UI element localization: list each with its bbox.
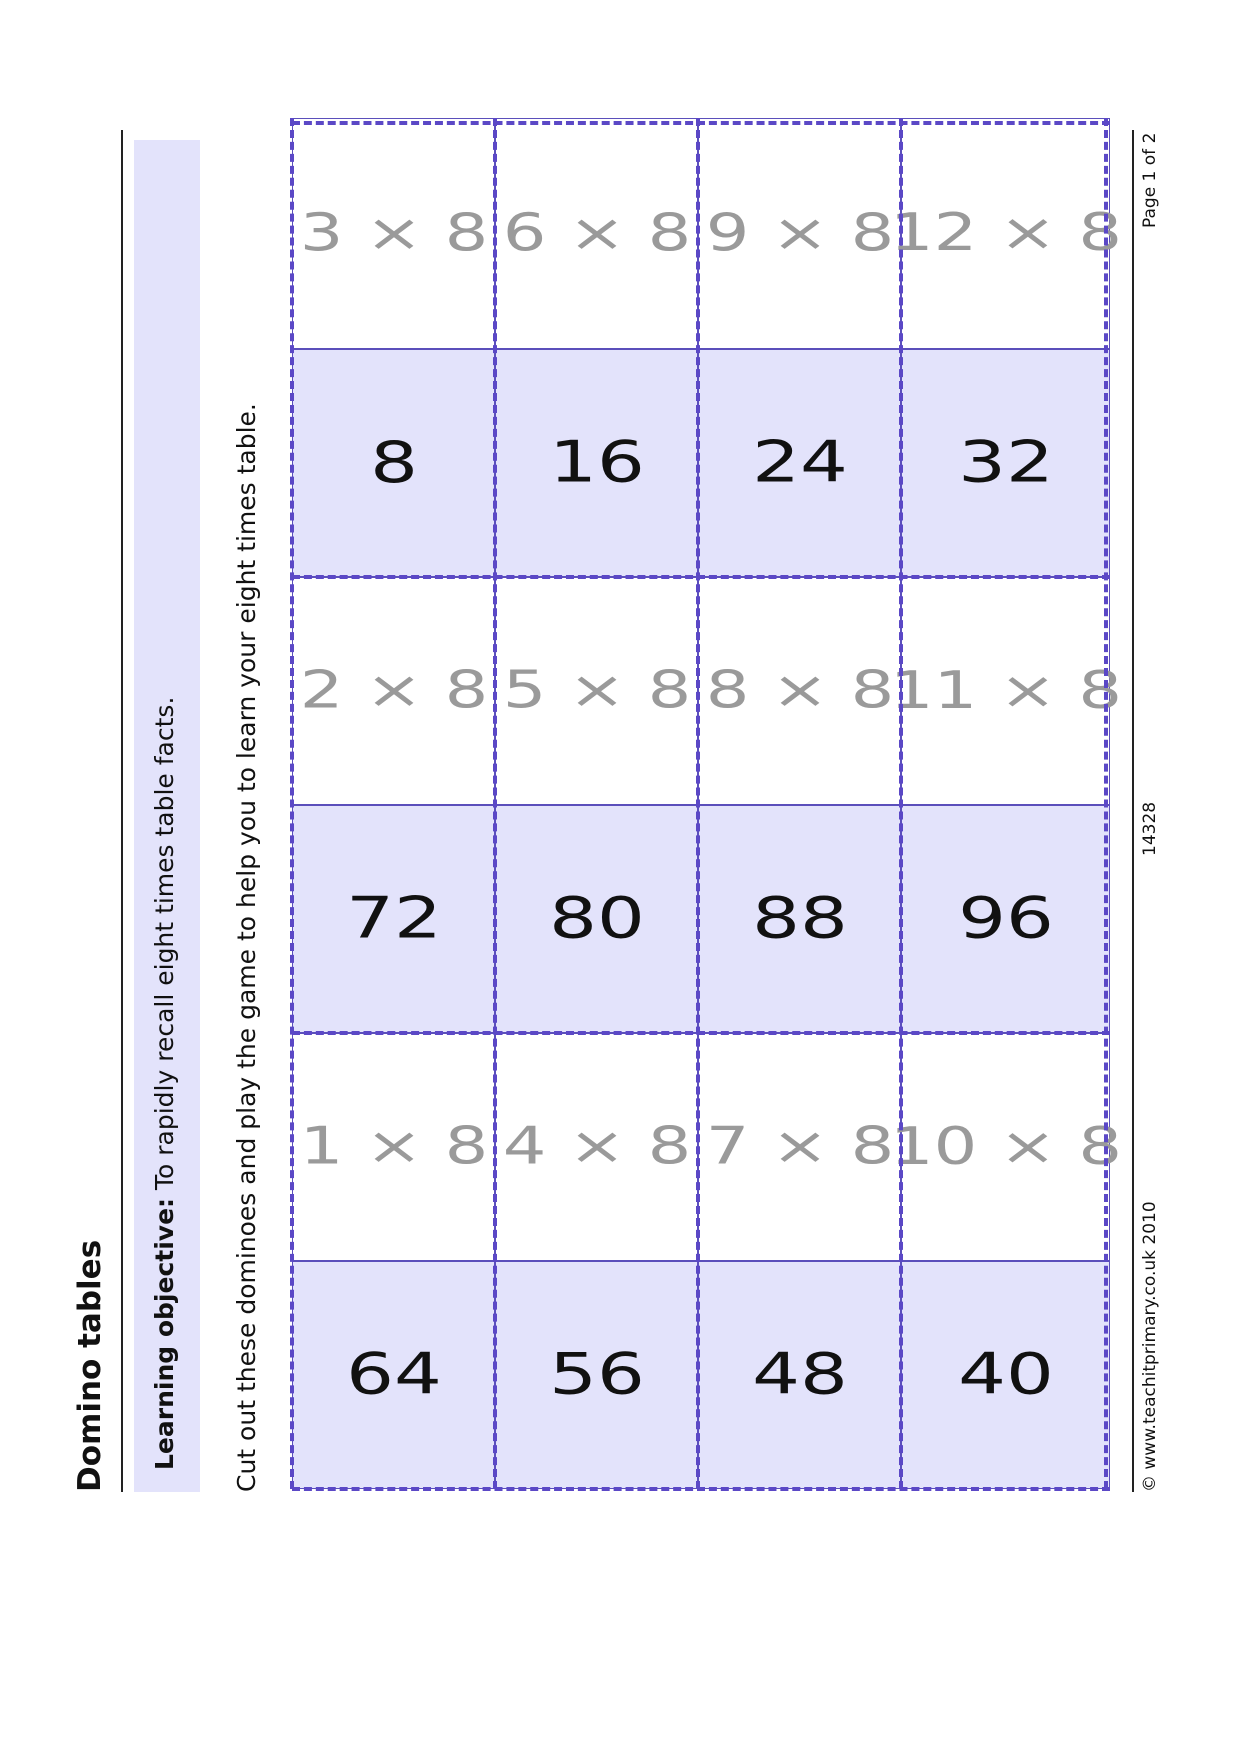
domino-question-cell: 12 × 8 <box>901 118 1110 349</box>
domino-answer-cell: 72 <box>292 805 495 1033</box>
domino-question-cell: 1 × 8 <box>292 1033 495 1261</box>
instructions: Cut out these dominoes and play the game to help you to learn your eight times table. <box>232 403 261 1492</box>
cut-line-horizontal <box>493 118 497 1489</box>
domino-answer-cell: 64 <box>292 1261 495 1489</box>
learning-objective-text: To rapidly recall eight times table facts. <box>150 696 179 1198</box>
cut-line-horizontal <box>290 118 294 1489</box>
domino-answer-cell: 80 <box>495 805 698 1033</box>
domino-question-cell: 3 × 8 <box>292 118 495 349</box>
domino-question-cell: 6 × 8 <box>495 118 698 349</box>
domino-answer-cell: 88 <box>698 805 901 1033</box>
domino-answer-cell: 8 <box>292 349 495 577</box>
domino-question-cell: 9 × 8 <box>698 118 901 349</box>
cut-line-vertical <box>292 121 1110 125</box>
cut-line-vertical <box>292 575 1110 579</box>
cut-line-horizontal <box>696 118 700 1489</box>
domino-answer-cell: 96 <box>901 805 1110 1033</box>
domino-question-cell: 10 × 8 <box>901 1033 1110 1261</box>
cut-line-vertical <box>292 1031 1110 1035</box>
cut-line-vertical <box>292 1487 1110 1491</box>
domino-grid <box>292 118 1122 1489</box>
domino-question-cell: 7 × 8 <box>698 1033 901 1261</box>
domino-answer-cell: 48 <box>698 1261 901 1489</box>
domino-answer-cell: 40 <box>901 1261 1110 1489</box>
domino-question-cell: 4 × 8 <box>495 1033 698 1261</box>
footer-resource-code: 14328 <box>1140 801 1160 856</box>
domino-question-cell: 5 × 8 <box>495 577 698 805</box>
domino-answer-cell: 56 <box>495 1261 698 1489</box>
cut-line-horizontal <box>1104 118 1108 1489</box>
learning-objective-banner <box>134 140 200 1492</box>
cut-line-horizontal <box>899 118 903 1489</box>
footer-divider <box>1132 130 1134 1492</box>
learning-objective-label: Learning objective: <box>150 1197 179 1470</box>
footer-copyright: © www.teachitprimary.co.uk 2010 <box>1140 1201 1160 1492</box>
domino-question-cell: 2 × 8 <box>292 577 495 805</box>
footer-page-number: Page 1 of 2 <box>1140 132 1160 228</box>
domino-answer-cell: 32 <box>901 349 1110 577</box>
title-divider <box>121 130 123 1492</box>
page-title: Domino tables <box>72 1239 108 1492</box>
learning-objective <box>150 697 179 1470</box>
domino-answer-cell: 16 <box>495 349 698 577</box>
domino-question-cell: 11 × 8 <box>901 577 1110 805</box>
domino-answer-cell: 24 <box>698 349 901 577</box>
domino-question-cell: 8 × 8 <box>698 577 901 805</box>
